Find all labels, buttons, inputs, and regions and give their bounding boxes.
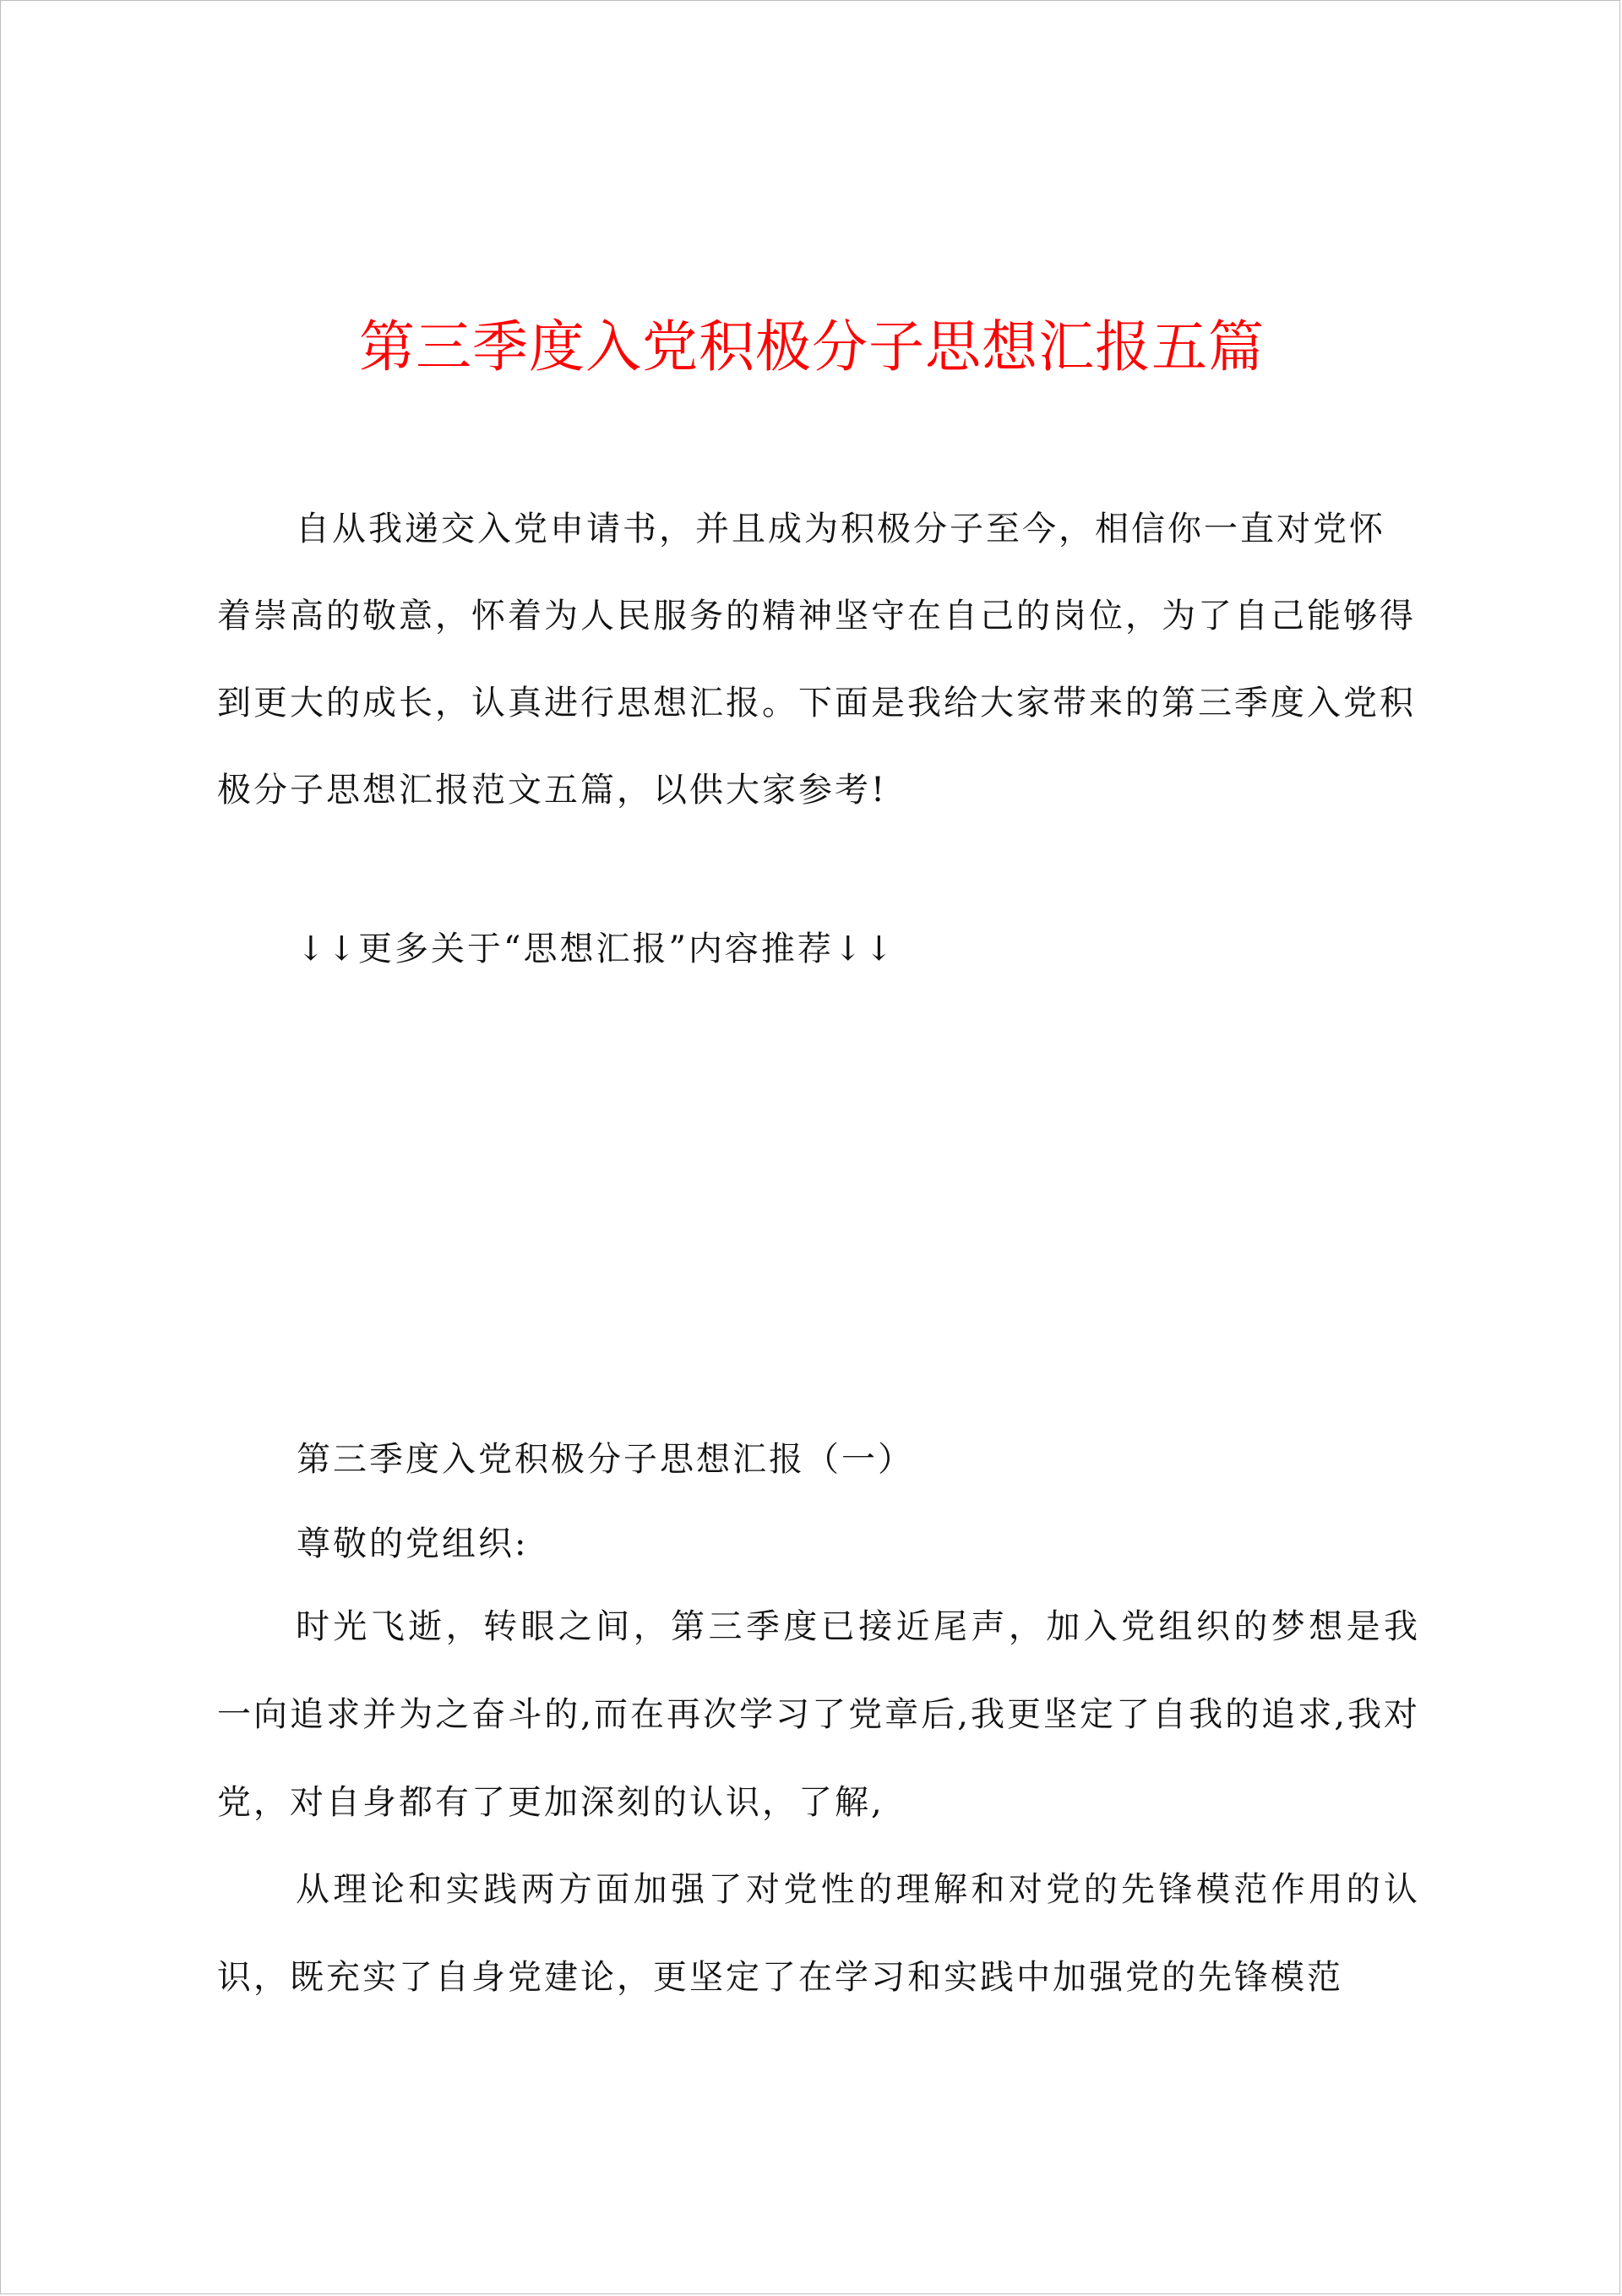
intro-paragraph: 自从我递交入党申请书，并且成为积极分子至今，相信你一直对党怀着崇高的敬意，怀着为人民服务的精神坚守在自己的岗位，为了自己能够得到更大的成长，认真进行思想汇报。下面是我给大家带来的第三季度入党积极分子思想汇报范文五篇，以供大家参考! [217,510,1416,810]
more-recommend-link[interactable]: ↓↓更多关于“思想汇报”内容推荐↓↓ [297,930,895,968]
body-paragraph: 时光飞逝，转眼之间，第三季度已接近尾声，加入党组织的梦想是我一向追求并为之奋斗的,而在再次学习了党章后,我更坚定了自我的追求,我对党，对自身都有了更加深刻的认识，了解, [217,1607,1420,1822]
body-paragraph: 从理论和实践两方面加强了对党性的理解和对党的先锋模范作用的认识，既充实了自身党建论，更坚定了在学习和实践中加强党的先锋模范 [217,1870,1420,1997]
document-title: 第三季度入党积极分子思想汇报五篇 [359,314,1265,379]
salutation: 尊敬的党组织: [297,1524,529,1563]
section-heading: 第三季度入党积极分子思想汇报（一） [297,1440,914,1479]
